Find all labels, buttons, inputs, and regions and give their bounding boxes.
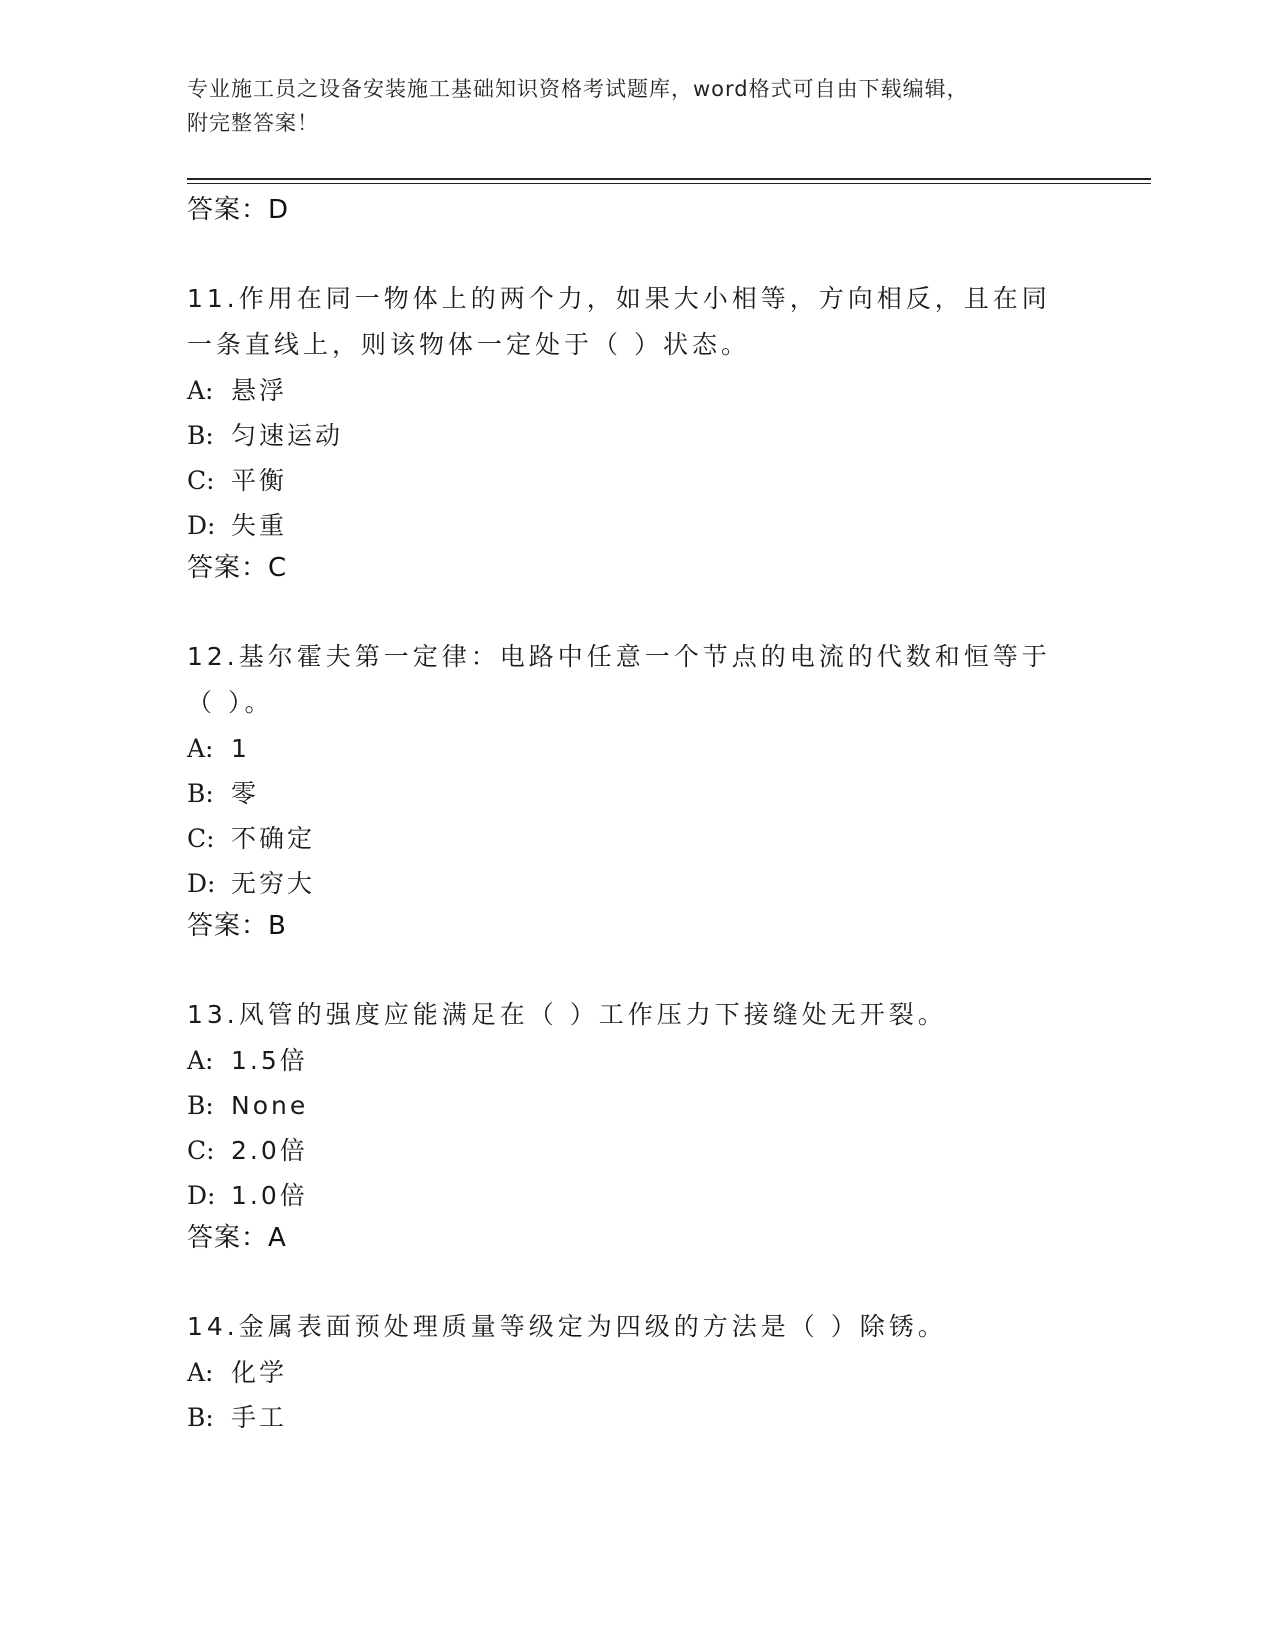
option-c <box>187 816 1087 861</box>
option-text: 手工 <box>231 1403 288 1432</box>
option-letter: A: <box>187 1046 214 1075</box>
option-letter: A: <box>187 734 214 763</box>
option-letter: C: <box>187 1136 215 1165</box>
option-letter: D: <box>187 1181 216 1210</box>
option-a <box>187 726 1087 771</box>
option-text: 失重 <box>231 511 288 540</box>
header-line-2: 附完整答案！ <box>187 111 319 135</box>
option-text: 不确定 <box>231 824 316 853</box>
answer-line: 答案：A <box>187 1223 287 1253</box>
option-a <box>187 1038 1087 1083</box>
option-text: 悬浮 <box>231 376 288 405</box>
option-b <box>187 1083 1087 1128</box>
question-14 <box>187 1304 1087 1440</box>
header-line-1: 专业施工员之设备安装施工基础知识资格考试题库，word格式可自由下载编辑， <box>187 77 969 101</box>
option-c <box>187 1128 1087 1173</box>
option-text: 零 <box>231 779 260 808</box>
option-a <box>187 368 1087 413</box>
option-d <box>187 1173 1087 1218</box>
option-text: 1 <box>231 734 250 763</box>
option-letter: B: <box>187 1091 214 1120</box>
option-letter: B: <box>187 779 214 808</box>
option-text: 匀速运动 <box>231 421 344 450</box>
option-c <box>187 458 1087 503</box>
option-text: 化学 <box>231 1358 288 1387</box>
option-letter: A: <box>187 376 214 405</box>
option-d <box>187 503 1087 548</box>
option-letter: C: <box>187 466 215 495</box>
question-11 <box>187 276 1087 588</box>
question-13 <box>187 992 1087 1258</box>
option-letter: A: <box>187 1358 214 1387</box>
question-stem: 12.基尔霍夫第一定律：电路中任意一个节点的电流的代数和恒等于（ ）。 <box>187 642 1051 717</box>
header-divider-thick <box>187 178 1151 180</box>
option-text: 1.5倍 <box>231 1046 308 1075</box>
question-list <box>187 190 1087 1440</box>
question-12 <box>187 634 1087 946</box>
option-d <box>187 861 1087 906</box>
option-text: 2.0倍 <box>231 1136 308 1165</box>
option-letter: B: <box>187 421 214 450</box>
question-stem: 11.作用在同一物体上的两个力，如果大小相等，方向相反，且在同一条直线上，则该物体一定处于（ ）状态。 <box>187 284 1051 359</box>
option-letter: B: <box>187 1403 214 1432</box>
option-b <box>187 771 1087 816</box>
option-text: 平衡 <box>231 466 288 495</box>
question-stem: 14.金属表面预处理质量等级定为四级的方法是（ ）除锈。 <box>187 1312 947 1341</box>
option-b <box>187 413 1087 458</box>
option-text: 无穷大 <box>231 869 316 898</box>
header-divider-thin <box>187 183 1151 184</box>
answer-line: 答案：B <box>187 911 287 941</box>
document-header <box>187 72 1087 140</box>
question-stem: 13.风管的强度应能满足在（ ）工作压力下接缝处无开裂。 <box>187 1000 947 1029</box>
option-a <box>187 1350 1087 1395</box>
option-letter: D: <box>187 511 216 540</box>
option-b <box>187 1395 1087 1440</box>
option-letter: C: <box>187 824 215 853</box>
option-text: 1.0倍 <box>231 1181 308 1210</box>
previous-answer: 答案：D <box>187 195 290 225</box>
option-text: None <box>231 1091 309 1120</box>
answer-line: 答案：C <box>187 553 288 583</box>
option-letter: D: <box>187 869 216 898</box>
